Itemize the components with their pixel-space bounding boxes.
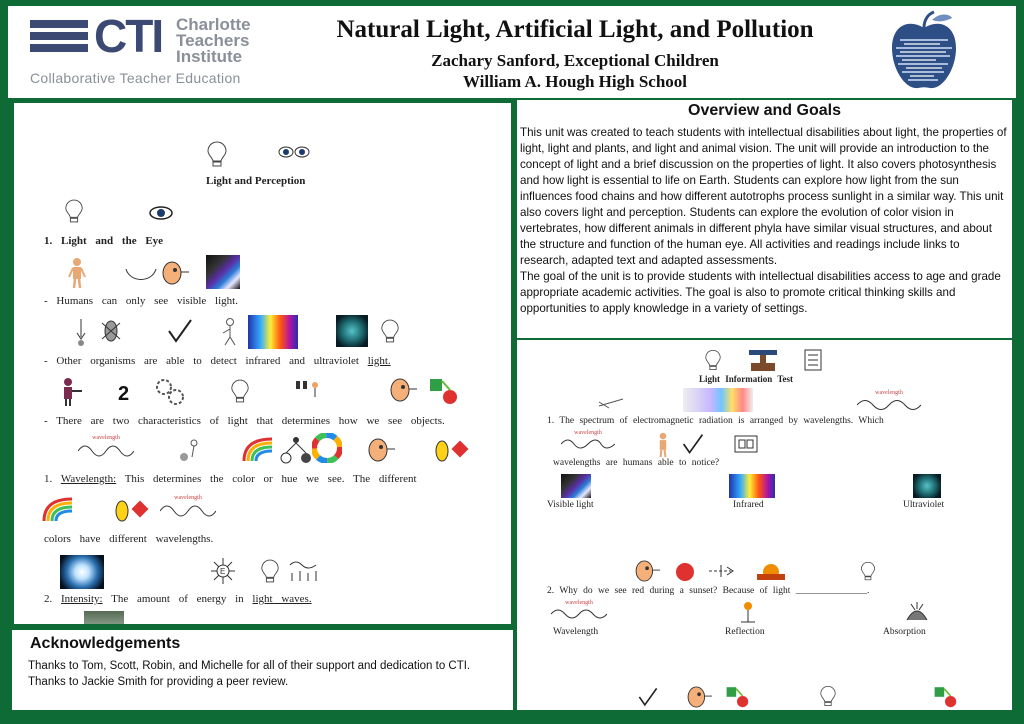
poster-school: William A. Hough High School	[462, 72, 688, 91]
wavelength-tag: wavelength	[875, 390, 903, 396]
absorption-icon	[903, 600, 931, 624]
doc-underlined-word: light waves.	[252, 593, 312, 605]
during-arrow-icon	[707, 562, 735, 580]
human-figure-icon	[68, 257, 86, 289]
apple-wordcloud-icon	[888, 10, 960, 92]
determine-figure-icon	[176, 437, 200, 465]
logo-name-line: Teachers	[176, 31, 250, 50]
doc-line-text: The amount of energy in	[111, 593, 244, 605]
rainbow-icon	[42, 495, 74, 523]
answer-option-absorption: Absorption	[883, 627, 926, 637]
waves-icon	[288, 559, 320, 583]
doc-term: Wavelength:	[60, 473, 117, 485]
wavelength-wave-icon	[551, 606, 607, 622]
spectrum-prism-image	[206, 255, 240, 289]
see-face-icon	[635, 560, 661, 582]
sunset-icon	[755, 558, 787, 582]
see-face-icon	[162, 261, 190, 285]
lightbulb-icon	[859, 560, 877, 582]
doc-section-title: 1. Light and the Eye	[44, 235, 164, 247]
notice-window-icon	[733, 434, 759, 454]
poster-author: Zachary Sanford, Exceptional Children	[431, 51, 719, 70]
wavelength-tag: wavelength	[574, 430, 602, 436]
red-circle-icon	[675, 562, 695, 582]
answer-option-ultraviolet: Ultraviolet	[903, 500, 945, 510]
wavelength-tag: wavelength	[174, 495, 202, 501]
lightbulb-icon	[206, 139, 228, 169]
wavelength-wave-icon	[857, 396, 921, 414]
determine-people-icon	[294, 379, 322, 401]
wavelength-tag: wavelength	[92, 435, 120, 441]
infrared-arrow-icon	[74, 317, 88, 347]
logo-abbrev: CTI	[94, 10, 163, 62]
answer-option-wavelength: Wavelength	[553, 627, 599, 637]
number-two-icon: 2	[118, 383, 130, 405]
detect-figure-icon	[220, 317, 240, 347]
logo-stripe	[30, 32, 88, 40]
overview-and-goals-section	[517, 100, 1012, 338]
able-check-icon	[681, 432, 705, 456]
doc-line-number: 2.	[44, 593, 53, 605]
eyes-icon	[278, 145, 310, 159]
question-2: 2. Why do we see red during a sunset? Because of light _______________.	[547, 586, 870, 596]
gears-icon	[154, 377, 186, 407]
test-document-preview	[517, 340, 1012, 710]
color-wheel-icon	[312, 433, 342, 463]
lightbulb-icon	[260, 557, 280, 585]
partial-image-cut-off	[84, 611, 124, 626]
section-title: Overview and Goals	[688, 102, 841, 119]
ultraviolet-sun-image	[336, 315, 368, 347]
wavelength-wave-icon	[160, 501, 216, 521]
doc-underlined-word: light.	[367, 355, 391, 367]
wavelength-wave-icon	[78, 441, 134, 461]
able-check-icon	[166, 317, 194, 345]
or-choice-icon	[280, 435, 312, 465]
acknowledgement-line: Thanks to Tom, Scott, Robin, and Michelle for all of their support and dedication to CTI.	[28, 660, 471, 672]
ultraviolet-image	[913, 474, 941, 498]
doc-line: colors have different wavelengths.	[44, 533, 214, 545]
spectrum-arrow-icon	[597, 396, 627, 410]
see-face-icon	[687, 686, 713, 708]
logo-stripe	[30, 20, 88, 28]
em-spectrum-image	[683, 388, 753, 412]
visible-light-image	[561, 474, 591, 498]
overview-body	[520, 125, 1010, 317]
poster-title: Natural Light, Artificial Light, and Pollution	[336, 16, 814, 43]
lightbulb-icon	[703, 348, 723, 372]
test-paper-icon	[803, 348, 823, 372]
question-1-continued: wavelengths are humans able to notice?	[553, 458, 720, 468]
test-header: Light Information Test	[699, 374, 794, 384]
logo-name-line: Charlotte	[176, 15, 251, 34]
intensity-light-image	[60, 555, 104, 589]
information-desk-icon	[747, 348, 779, 372]
able-check-icon	[635, 686, 661, 708]
lesson-document-preview	[12, 101, 513, 626]
objects-icon	[723, 684, 751, 708]
doc-line	[44, 355, 391, 367]
rainbow-icon	[242, 435, 274, 463]
logo-stripe	[30, 44, 88, 52]
lightbulb-icon	[230, 377, 250, 405]
see-face-icon	[390, 377, 418, 403]
logo-tagline: Collaborative Teacher Education	[30, 70, 241, 86]
cti-logo	[22, 12, 262, 92]
lightbulb-icon	[64, 197, 84, 225]
acknowledgement-line: Thanks to Jackie Smith for providing a peer review.	[28, 676, 289, 688]
doc-heading: Light and Perception	[206, 175, 306, 187]
svg-text:E: E	[220, 567, 226, 576]
only-bowl-icon	[124, 265, 158, 285]
doc-line	[44, 473, 417, 485]
there-pointing-icon	[60, 377, 84, 407]
doc-line-text: This determines the color or hue we see. The different	[124, 473, 417, 485]
section-title: Acknowledgements	[30, 635, 181, 652]
answer-option-visible-light: Visible light	[547, 500, 594, 510]
see-face-icon	[368, 437, 396, 463]
acknowledgements-section	[12, 630, 513, 710]
doc-line: - Humans can only see visible light.	[44, 295, 238, 307]
goal-paragraph: The goal of the unit is to provide students with intellectual disabilities access to age and grade appropriate academic activities. The goal is also to promote critical thinking skills and opportunities to apply knowledge in a variety of settings.	[520, 270, 1001, 315]
wavelength-tag: wavelength	[565, 600, 593, 606]
different-shapes-icon	[114, 499, 150, 523]
answer-option-reflection: Reflection	[725, 627, 765, 637]
different-shapes-icon	[434, 439, 470, 463]
bug-icon	[98, 317, 124, 345]
energy-burst-icon	[210, 557, 236, 585]
doc-line-text: - Other organisms are able to detect infrared and ultraviolet	[44, 355, 359, 367]
infrared-hand-image	[248, 315, 298, 349]
lightbulb-icon	[819, 684, 837, 708]
eye-icon	[148, 205, 174, 221]
answer-option-infrared: Infrared	[733, 500, 764, 510]
question-1: 1. The spectrum of electromagnetic radiation is arranged by wavelengths. Which	[547, 416, 884, 426]
objects-icon	[428, 375, 458, 405]
lightbulb-icon	[380, 317, 400, 345]
overview-paragraph: This unit was created to teach students with intellectual disabilities about light, the properties of light, light and plants, and light and animal vision. The unit will provide an introduction to the concept of light and a brief discussion on the properties of light. It also covers photosynthesis and how light is essential to life on Earth. Students can explore how light from the sun influences food chains and how different autotrophs process sunlight in a similar way. This unit also covers light and perception. Students can explore the evolution of color vision in vertebrates, how different animals in different phyla have similar visual structures, and about the structure and function of the human eye. All activities and readings include links to research, adapted text and adapted assessments.	[520, 126, 1007, 267]
reflection-icon	[737, 600, 759, 624]
doc-line: - There are two characteristics of light that determines how we see objects.	[44, 415, 445, 427]
objects-icon	[931, 684, 959, 708]
infrared-image	[729, 474, 775, 498]
human-figure-icon	[655, 432, 671, 458]
wavelength-wave-icon	[561, 436, 615, 452]
doc-line-number: 1.	[44, 473, 53, 485]
doc-term: Intensity:	[61, 593, 103, 605]
logo-name-line: Institute	[176, 47, 243, 66]
doc-line	[44, 593, 312, 605]
